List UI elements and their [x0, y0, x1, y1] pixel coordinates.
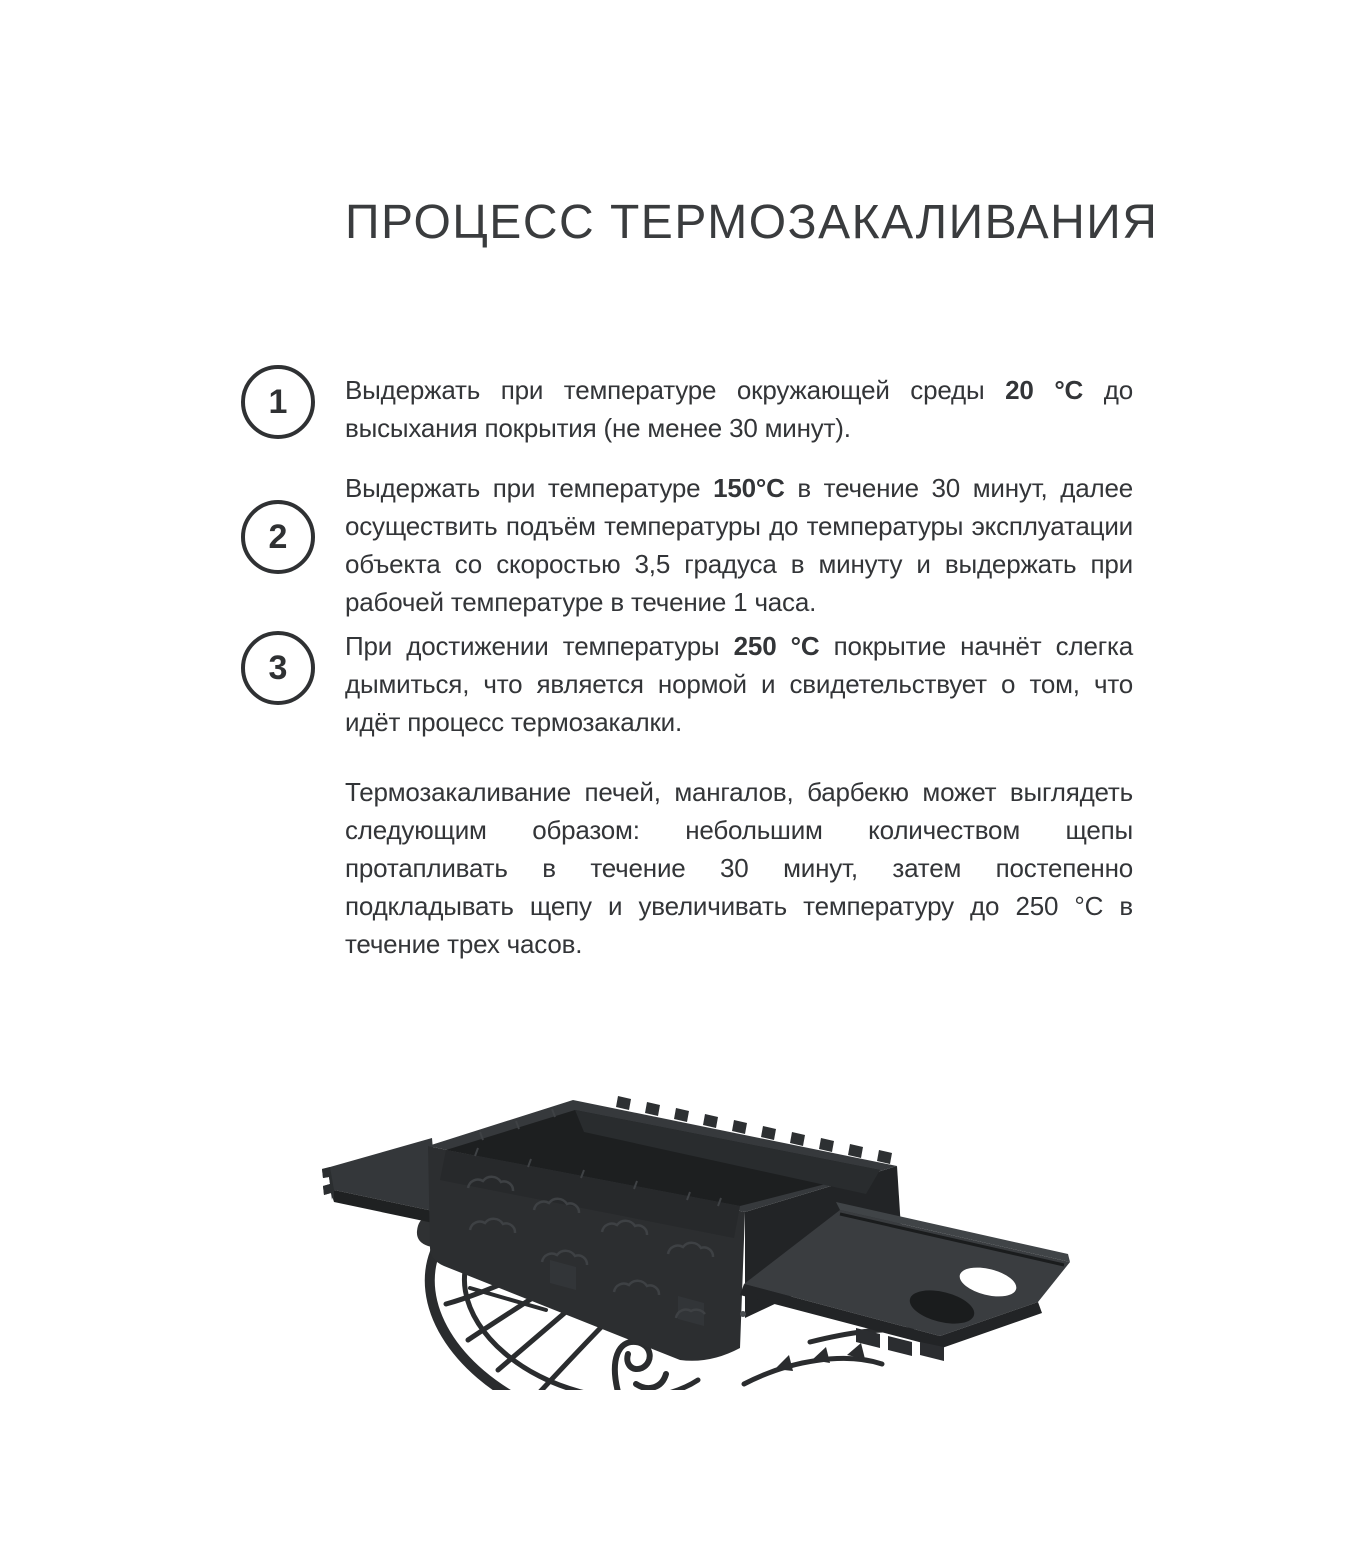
temperature-value: 20 °C [1005, 375, 1084, 405]
text-segment: При достижении температуры [345, 631, 734, 661]
step-1-number-badge [241, 365, 315, 439]
product-photo-brazier [320, 1092, 1080, 1390]
temperature-value: 150°C [713, 473, 785, 503]
text-segment: Выдержать при температуре [345, 473, 714, 503]
text-segment: Выдержать при температуре окружающей среды [345, 375, 1006, 405]
step-3-number: 3 [268, 648, 288, 687]
body-paragraph [345, 773, 1133, 963]
text-segment: в течение 30 минут, далее осуществить подъём температуры до температуры эксплуатации объекта со скоростью 3,5 градуса в минуту и выдержать при рабочей температуре в течение 1 часа. [345, 473, 1133, 617]
step-3-text [345, 627, 1133, 741]
step-2-number-badge [241, 500, 315, 574]
page-title: ПРОЦЕСС ТЕРМОЗАКАЛИВАНИЯ [345, 196, 1159, 250]
step-1-text [345, 371, 1133, 447]
step-2-text [345, 469, 1133, 621]
temperature-value: 250 °C [733, 631, 820, 661]
text-segment: Термозакаливание печей, мангалов, барбекю может выглядеть следующим образом: небольшим количеством щепы протапливать в течение 30 минут, затем постепенно подкладывать щепу и увеличивать температуру до 250 °C в течение трех часов. [345, 777, 1133, 959]
step-2-number: 2 [268, 517, 288, 556]
step-3-number-badge [241, 631, 315, 705]
text-segment: до высыхания покрытия (не менее 30 минут). [345, 375, 1133, 443]
text-segment: покрытие начнёт слегка дымиться, что является нормой и свидетельствует о том, что идёт процесс термозакалки. [345, 631, 1133, 737]
left-shelf [322, 1138, 438, 1224]
brazier-illustration [320, 1092, 1080, 1390]
step-1-number: 1 [268, 382, 288, 421]
